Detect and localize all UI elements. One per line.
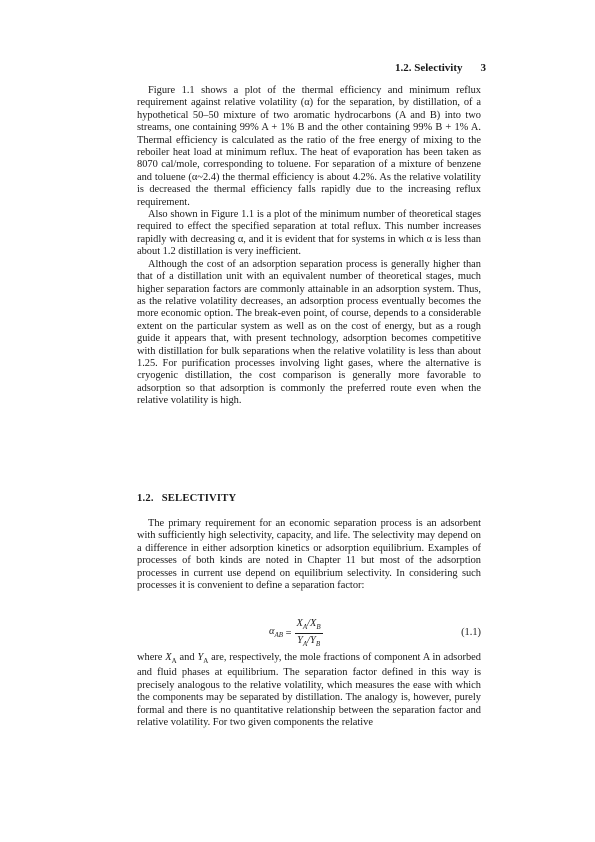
- section-title: SELECTIVITY: [161, 493, 237, 504]
- body-text-top: [137, 85, 481, 408]
- equation-fraction: [295, 618, 323, 647]
- page-number: 3: [480, 62, 487, 74]
- section-heading: [137, 493, 236, 504]
- paragraph-thermal-efficiency: Figure 1.1 shows a plot of the thermal efficiency and minimum reflux requirement against relative volatility (α) for the separation, by distillation, of a hypothetical 50–50 mixture of two aromatic hydrocarbons (A and B) into two streams, one containing 99% A + 1% B and the other containing 99% B + 1% A. Thermal efficiency is calculated as the ratio of the free energy of mixing to the reboiler heat load at minimum reflux. The heat of evaporation has been taken as 8070 cal/mole, corresponding to toluene. For separation of a mixture of benzene and toluene (α~2.4) the thermal efficiency is about 4.2%. As the relative volatility is decreased the thermal efficiency falls rapidly due to the increasing reflux requirement.: [137, 85, 481, 208]
- section-number: 1.2.: [137, 493, 154, 504]
- equation-1-1: [137, 616, 481, 650]
- paragraph-selectivity: The primary requirement for an economic separation process is an adsorbent with sufficiently high selectivity, capacity, and life. The selectivity may depend on a difference in either adsorption kinetics or adsorption equilibrium. Examples of processes of both kinds are noted in Chapter 11 but most of the adsorption processes in current use depend on equilibrium selectivity. In considering such processes it is convenient to define a separation factor:: [137, 518, 481, 592]
- equation-number: (1.1): [461, 627, 481, 638]
- equation-numerator: $X_A/X_B$: [296, 618, 321, 632]
- equation-body: [269, 616, 323, 650]
- equation-lhs: $\alpha_{AB}$: [269, 626, 284, 640]
- paragraph-theoretical-stages: Also shown in Figure 1.1 is a plot of the minimum number of theoretical stages required to effect the specified separation at total reflux. This number increases rapidly with decreasing α, and it is evident that for systems in which α is less than about 1.2 distillation is very inefficient.: [137, 209, 481, 258]
- paragraph-adsorption-cost: Although the cost of an adsorption separation process is generally higher than that of a distillation unit with an equivalent number of theoretical stages, much higher separation factors are commonly attainable in an adsorption system. Thus, as the relative volatility decreases, an adsorption process eventually becomes the more economic option. The break-even point, of course, depends to a considerable extent on the particular system as well as on the cost of energy, but as a rough guide it appears that, with present technology, adsorption becomes competitive with distillation for bulk separations when the relative volatility is less than about 1.25. For purification processes involving light gases, where the alternative is cryogenic distillation, the cost comparison is generally more favorable to adsorption so that adsorption is commonly the preferred route even when the relative volatility is high.: [137, 258, 481, 407]
- running-head: [395, 62, 486, 74]
- running-head-section: 1.2. Selectivity: [395, 62, 463, 74]
- equation-denominator: $Y_A/Y_B$: [297, 634, 321, 648]
- paragraph-separation-factor: where $X_A$ and $Y_A$ are, respectively, the mole fractions of component A in adsorbed and fluid phases at equilibrium. The separation factor defined in this way is precisely analogous to the relative volatility, which measures the ease with which the components may be separated by distillation. The analogy is, however, purely formal and there is no quantitative relationship between the separation factor and relative volatility. For two given components the relative: [137, 652, 481, 729]
- body-text-after-equation: [137, 652, 481, 730]
- equation-equals: =: [283, 627, 292, 639]
- body-text-selectivity: [137, 518, 481, 592]
